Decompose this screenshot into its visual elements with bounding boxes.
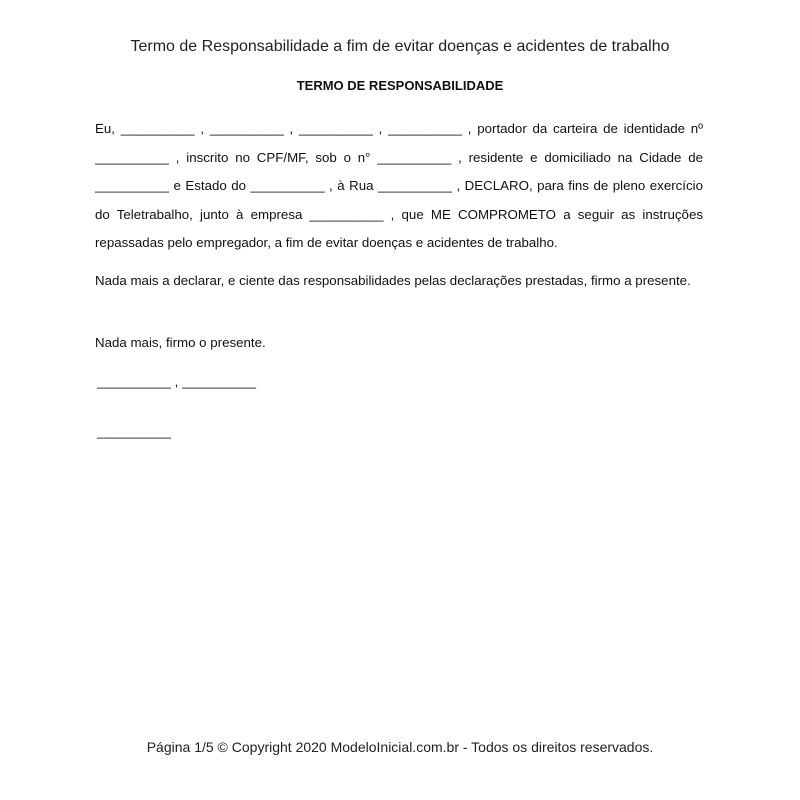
place-date-line: __________ , __________ [97, 374, 256, 389]
closing-paragraph: Nada mais a declarar, e ciente das responsabilidades pelas declarações prestadas, firmo a presente. [95, 273, 691, 288]
declaration-paragraph: Eu, __________ , __________ , __________ , __________ , portador da carteira de identidade nº __________ , inscrito no CPF/MF, sob o n° __________ , residente e domiciliado na Cidade de __________ e Estado do __________ , à Rua __________ , DECLARO, para fins de pleno exercício do Teletrabalho, junto à empresa __________ , que ME COMPROMETO a seguir as instruções repassadas pelo empregador, a fim de evitar doenças e acidentes de trabalho. [95, 121, 703, 250]
document-title: TERMO DE RESPONSABILIDADE [296, 78, 504, 93]
page-header: Termo de Responsabilidade a fim de evitar doenças e acidentes de trabalho [130, 38, 670, 55]
page-footer: Página 1/5 © Copyright 2020 ModeloInicial.com.br - Todos os direitos reservados. [146, 739, 654, 755]
final-statement: Nada mais, firmo o presente. [95, 335, 266, 350]
signature-line: __________ [97, 424, 171, 439]
